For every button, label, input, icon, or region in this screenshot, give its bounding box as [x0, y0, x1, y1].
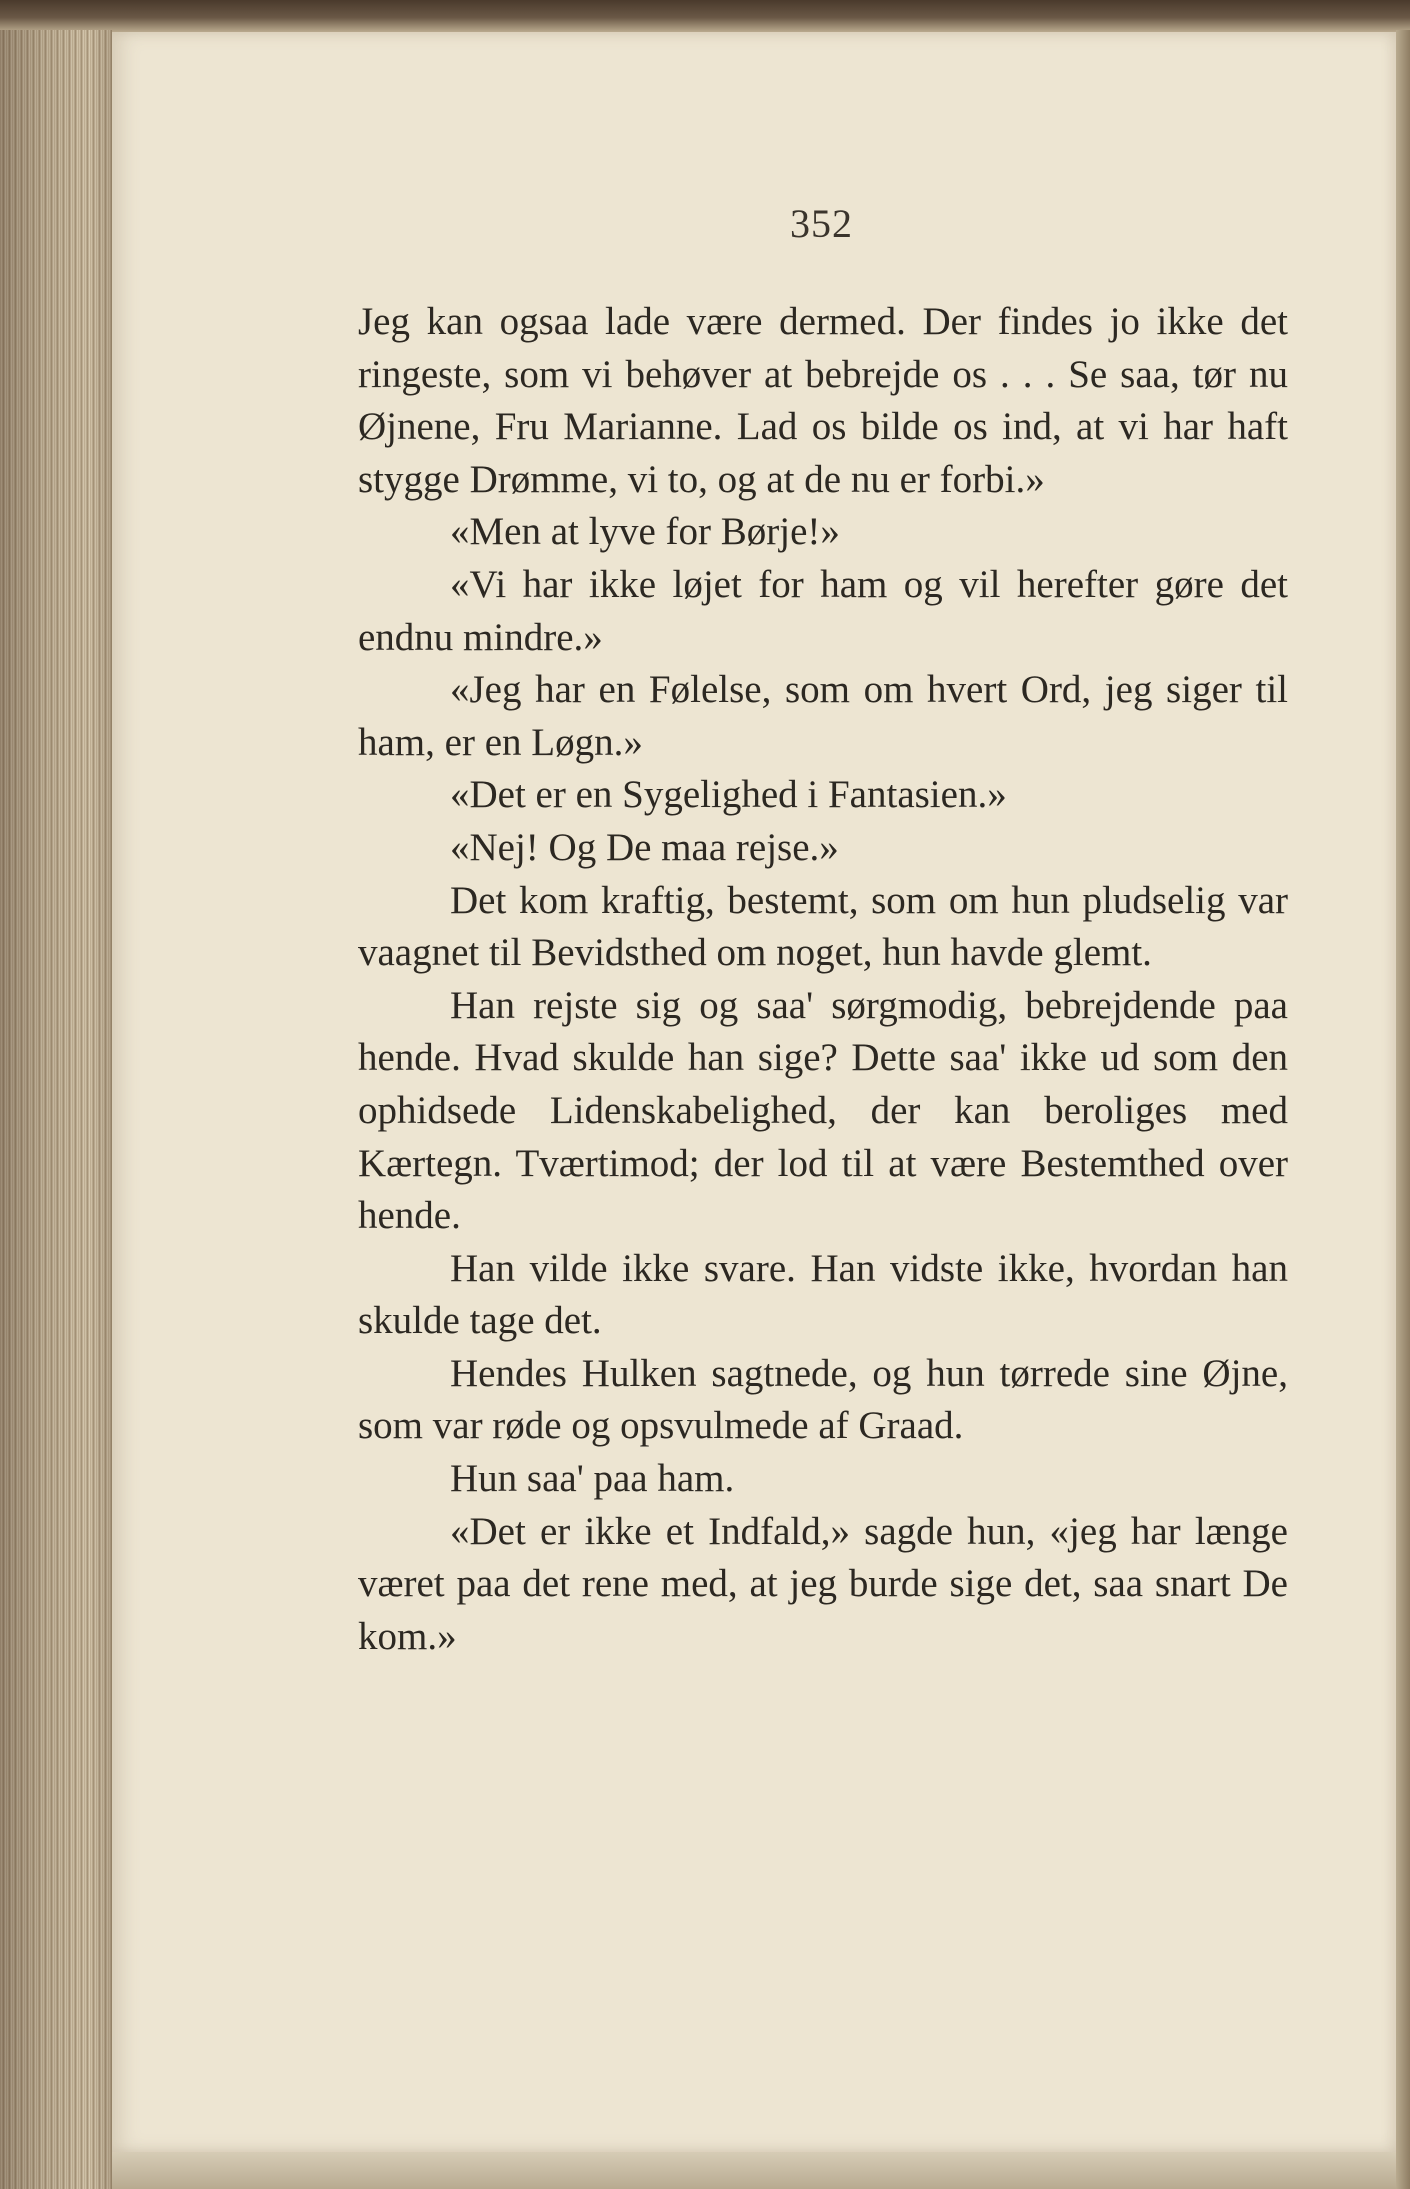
paragraph: Det kom kraftig, bestemt, som om hun pludselig var vaagnet til Bevidsthed om noget, hun havde glemt. — [358, 878, 1288, 975]
paragraph: Jeg kan ogsaa lade være dermed. Der findes jo ikke det ringeste, som vi behøver at bebrejde os . . . Se saa, tør nu Øjnene, Fru Marianne. Lad os bilde os ind, at vi har haft stygge Drømme, vi to, og at de nu er forbi.» — [358, 300, 1288, 501]
page-text — [358, 296, 1288, 1663]
right-page-edge — [1396, 30, 1410, 2189]
paragraph: «Nej! Og De maa rejse.» — [450, 825, 839, 869]
book-bottom-edge — [112, 2152, 1396, 2189]
paragraph: «Det er en Sygelighed i Fantasien.» — [450, 773, 1007, 817]
paragraph: «Men at lyve for Børje!» — [450, 510, 840, 554]
page-number: 352 — [790, 201, 853, 246]
book-top-edge — [0, 0, 1410, 32]
paragraph: «Jeg har en Følelse, som om hvert Ord, jeg siger til ham, er en Løgn.» — [358, 668, 1288, 764]
paragraph: Han rejste sig og saa' sørgmodig, bebrejdende paa hende. Hvad skulde han sige? Dette saa' ikke ud som den ophidsede Lidenskabelighed, der kan beroliges med Kærtegn. Tværtimod; der lod til at være Bestemthed over hende. — [358, 983, 1288, 1238]
paragraph: «Vi har ikke løjet for ham og vil herefter gøre det endnu mindre.» — [358, 562, 1288, 659]
page-stack-shading — [0, 30, 112, 2189]
paragraph: Hendes Hulken sagtnede, og hun tørrede sine Øjne, som var røde og opsvulmede af Graad. — [358, 1351, 1288, 1448]
paragraph: «Det er ikke et Indfald,» sagde hun, «jeg har længe været paa det rene med, at jeg burde sige det, saa snart De kom.» — [358, 1509, 1288, 1658]
paragraph: Han vilde ikke svare. Han vidste ikke, hvordan han skulde tage det. — [358, 1246, 1288, 1343]
paragraph: Hun saa' paa ham. — [450, 1457, 735, 1501]
